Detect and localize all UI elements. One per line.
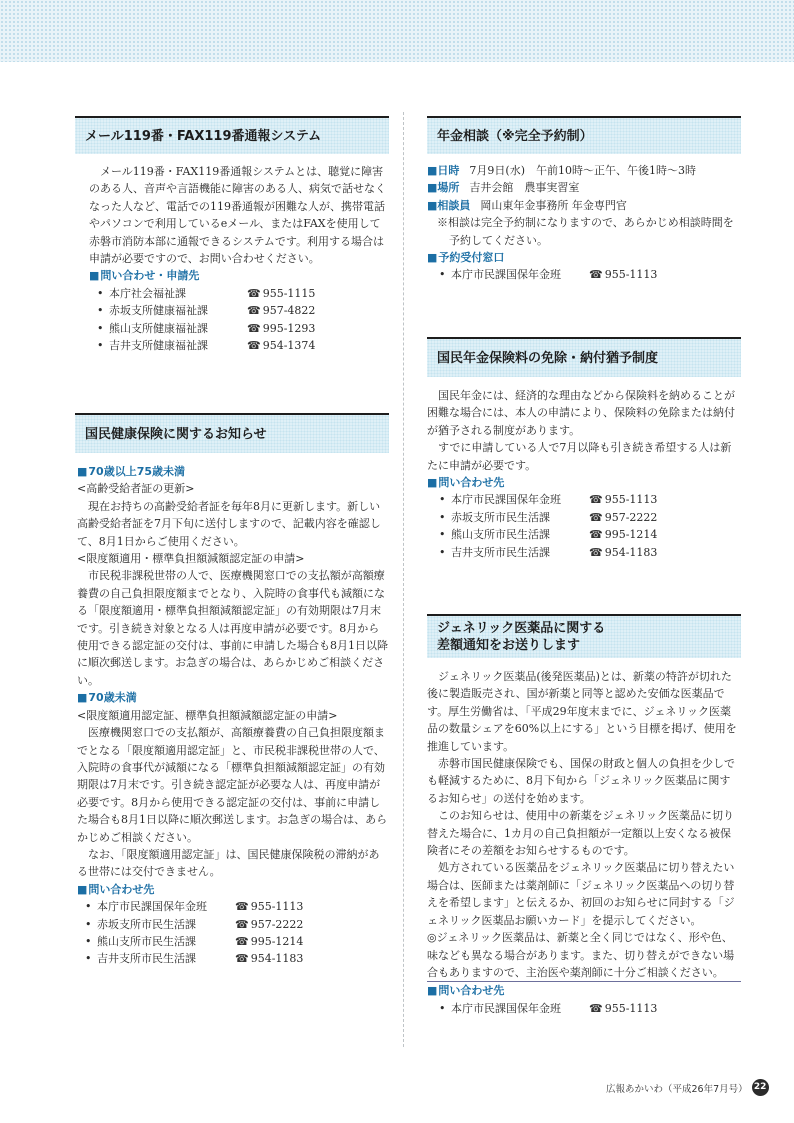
contact-item: • 本庁市民課国保年金班 ☎ 955-1113: [439, 1000, 741, 1017]
publication-name: 広報あかいわ（平成26年7月号）: [606, 1083, 748, 1095]
contact-list: [77, 898, 389, 968]
section-title: 国民年金保険料の免除・納付猶予制度: [427, 337, 741, 377]
paragraph: メール119番・FAX119番通報システムとは、聴覚に障害のある人、音声や言語機能に障害のある人、病気で話せなくなった人など、電話での119番通報が困難な人が、携帯電話やパソコンで利用しているeメール、またはFAXを使用して赤磐市消防本部に通報できるシステムです。利用する場合は申請が必要ですので、お問い合わせください。: [89, 165, 386, 266]
contact-heading: ■ 問い合わせ先: [427, 474, 741, 491]
paragraph: 赤磐市国民健康保険でも、国保の財政と個人の負担を少しでも軽減するために、8月下旬から「ジェネリック医薬品に関するお知らせ」の送付を始めます。: [427, 757, 735, 805]
contact-list: [427, 491, 741, 561]
bracket-heading: <限度額適用・標準負担額減額認定証の申請>: [77, 552, 305, 566]
bracket-heading: <限度額適用認定証、標準負担額減額認定証の申請>: [77, 708, 338, 722]
info-row-counselor: ■ 相談員 岡山東年金事務所 年金専門官: [427, 197, 741, 214]
phone-number: ☎ 995-1293: [247, 320, 315, 337]
bracket-heading: <高齢受給者証の更新>: [77, 482, 195, 496]
phone-number: ☎ 954-1183: [235, 950, 303, 967]
phone-number: ☎ 955-1113: [235, 898, 303, 915]
section-title: ジェネリック医薬品に関する 差額通知をお送りします: [427, 614, 741, 658]
contact-item: • 吉井支所健康福祉課 ☎ 954-1374: [97, 337, 389, 354]
page-number: 22: [752, 1079, 769, 1096]
caution-note: ◎ジェネリック医薬品は、新薬と全く同じではなく、形や色、味なども異なる場合があります。また、切り替えができない場合もありますので、主治医や薬剤師に十分ご相談ください。: [427, 929, 741, 982]
info-row-datetime: ■ 日時 7月9日(水) 午前10時～正午、午後1時～3時: [427, 162, 741, 179]
top-dotted-band: [0, 0, 794, 62]
contact-item: • 赤坂支所健康福祉課 ☎ 957-4822: [97, 302, 389, 319]
phone-number: ☎ 954-1183: [589, 544, 657, 561]
column-divider: [403, 112, 404, 1047]
paragraph: すでに申請している人で7月以降も引き続き希望する人は新たに申請が必要です。: [427, 441, 732, 472]
contact-heading: ■ 問い合わせ先: [77, 881, 389, 898]
paragraph: なお、「限度額適用認定証」は、国民健康保険税の滞納がある世帯には交付できません。: [77, 847, 380, 879]
section-exemption: [427, 337, 741, 561]
contact-item: • 熊山支所市民生活課 ☎ 995-1214: [85, 933, 389, 950]
reservation-note: ※相談は完全予約制になりますので、あらかじめ相談時間を予約してください。: [437, 216, 734, 247]
paragraph: 市民税非課税世帯の人で、医療機関窓口での支払額が高額療養費の自己負担限度額までとなり、入院時の食事代も減額になる「限度額適用・標準負担額減額認定証」の有効期限は7月末です。引き続き対象となる人は再度申請が必要です。8月から使用できる認定証の交付は、事前に申請した場合も8月1日以降に順次郵送します。お急ぎの場合は、あらかじめご相談ください。: [77, 569, 388, 687]
subheading-70-75: ■ 70歳以上75歳未満: [77, 463, 389, 480]
contact-item: • 吉井支所市民生活課 ☎ 954-1183: [439, 544, 741, 561]
paragraph: このお知らせは、使用中の新薬をジェネリック医薬品に切り替えた場合に、1カ月の自己負担額が一定額以上安くなる被保険者にその差額をお知らせするものです。: [427, 809, 735, 858]
contact-item: • 熊山支所健康福祉課 ☎ 995-1293: [97, 320, 389, 337]
section-mail119: [75, 116, 389, 354]
contact-item: • 吉井支所市民生活課 ☎ 954-1183: [85, 950, 389, 967]
page-footer: [606, 1079, 769, 1096]
contact-heading: ■ 問い合わせ・申請先: [89, 267, 389, 284]
phone-number: ☎ 955-1113: [589, 266, 657, 283]
contact-item: • 本庁市民課国保年金班 ☎ 955-1113: [85, 898, 389, 915]
contact-item: • 本庁市民課国保年金班 ☎ 955-1113: [439, 266, 741, 283]
phone-number: ☎ 957-2222: [235, 916, 303, 933]
paragraph: 医療機関窓口での支払額が、高額療養費の自己負担限度額までとなる「限度額適用認定証」と、市民税非課税世帯の人で、入院時の食事代が減額になる「標準負担額減額認定証」の有効期限は7月末です。引き続き認定証が必要な人は、再度申請が必要です。8月から使用できる認定証の交付は、事前に申請した場合も8月1日以降に順次郵送します。お急ぎの場合は、あらかじめご相談ください。: [77, 726, 388, 844]
contact-heading: ■ 予約受付窓口: [427, 249, 741, 266]
contact-item: • 赤坂支所市民生活課 ☎ 957-2222: [439, 509, 741, 526]
phone-number: ☎ 955-1113: [589, 1000, 657, 1017]
contact-item: • 赤坂支所市民生活課 ☎ 957-2222: [85, 916, 389, 933]
info-row-place: ■ 場所 吉井会館 農事実習室: [427, 179, 741, 196]
phone-number: ☎ 954-1374: [247, 337, 315, 354]
paragraph: 国民年金には、経済的な理由などから保険料を納めることが困難な場合には、本人の申請により、保険料の免除または納付が猶予される制度があります。: [427, 389, 735, 437]
paragraph: 処方されている医薬品をジェネリック医薬品に切り替えたい場合は、医師または薬剤師に「ジェネリック医薬品への切り替えを希望します」と伝えるか、初回のお知らせに同封する「ジェネリック医薬品お願いカード」を提示してください。: [427, 861, 735, 927]
phone-number: ☎ 957-4822: [247, 302, 315, 319]
contact-heading: ■ 問い合わせ先: [427, 982, 741, 999]
section-generic: [427, 614, 741, 1017]
contact-item: • 熊山支所市民生活課 ☎ 995-1214: [439, 526, 741, 543]
section-nhi: [75, 413, 389, 968]
section-title: メール119番・FAX119番通報システム: [75, 116, 389, 154]
contact-list: [89, 285, 389, 355]
contact-item: • 本庁社会福祉課 ☎ 955-1115: [97, 285, 389, 302]
contact-list: [427, 1000, 741, 1017]
phone-number: ☎ 955-1115: [247, 285, 315, 302]
phone-number: ☎ 955-1113: [589, 491, 657, 508]
contact-list: [427, 266, 741, 283]
phone-number: ☎ 957-2222: [589, 509, 657, 526]
paragraph: 現在お持ちの高齢受給者証を毎年8月に更新します。新しい高齢受給者証を7月下旬に送付しますので、記載内容を確認して、8月1日からご使用ください。: [77, 499, 381, 548]
subheading-under-70: ■ 70歳未満: [77, 689, 389, 706]
phone-number: ☎ 995-1214: [589, 526, 657, 543]
phone-number: ☎ 995-1214: [235, 933, 303, 950]
contact-item: • 本庁市民課国保年金班 ☎ 955-1113: [439, 491, 741, 508]
section-title: 年金相談（※完全予約制）: [427, 116, 741, 154]
section-pension: [427, 116, 741, 284]
section-title: 国民健康保険に関するお知らせ: [75, 413, 389, 453]
paragraph: ジェネリック医薬品(後発医薬品)とは、新薬の特許が切れた後に製造販売され、国が新薬と同等と認めた安価な医薬品です。厚生労働省は、「平成29年度末までに、ジェネリック医薬品の数量シェアを60%以上にする」という目標を掲げ、使用を推進しています。: [427, 670, 737, 753]
